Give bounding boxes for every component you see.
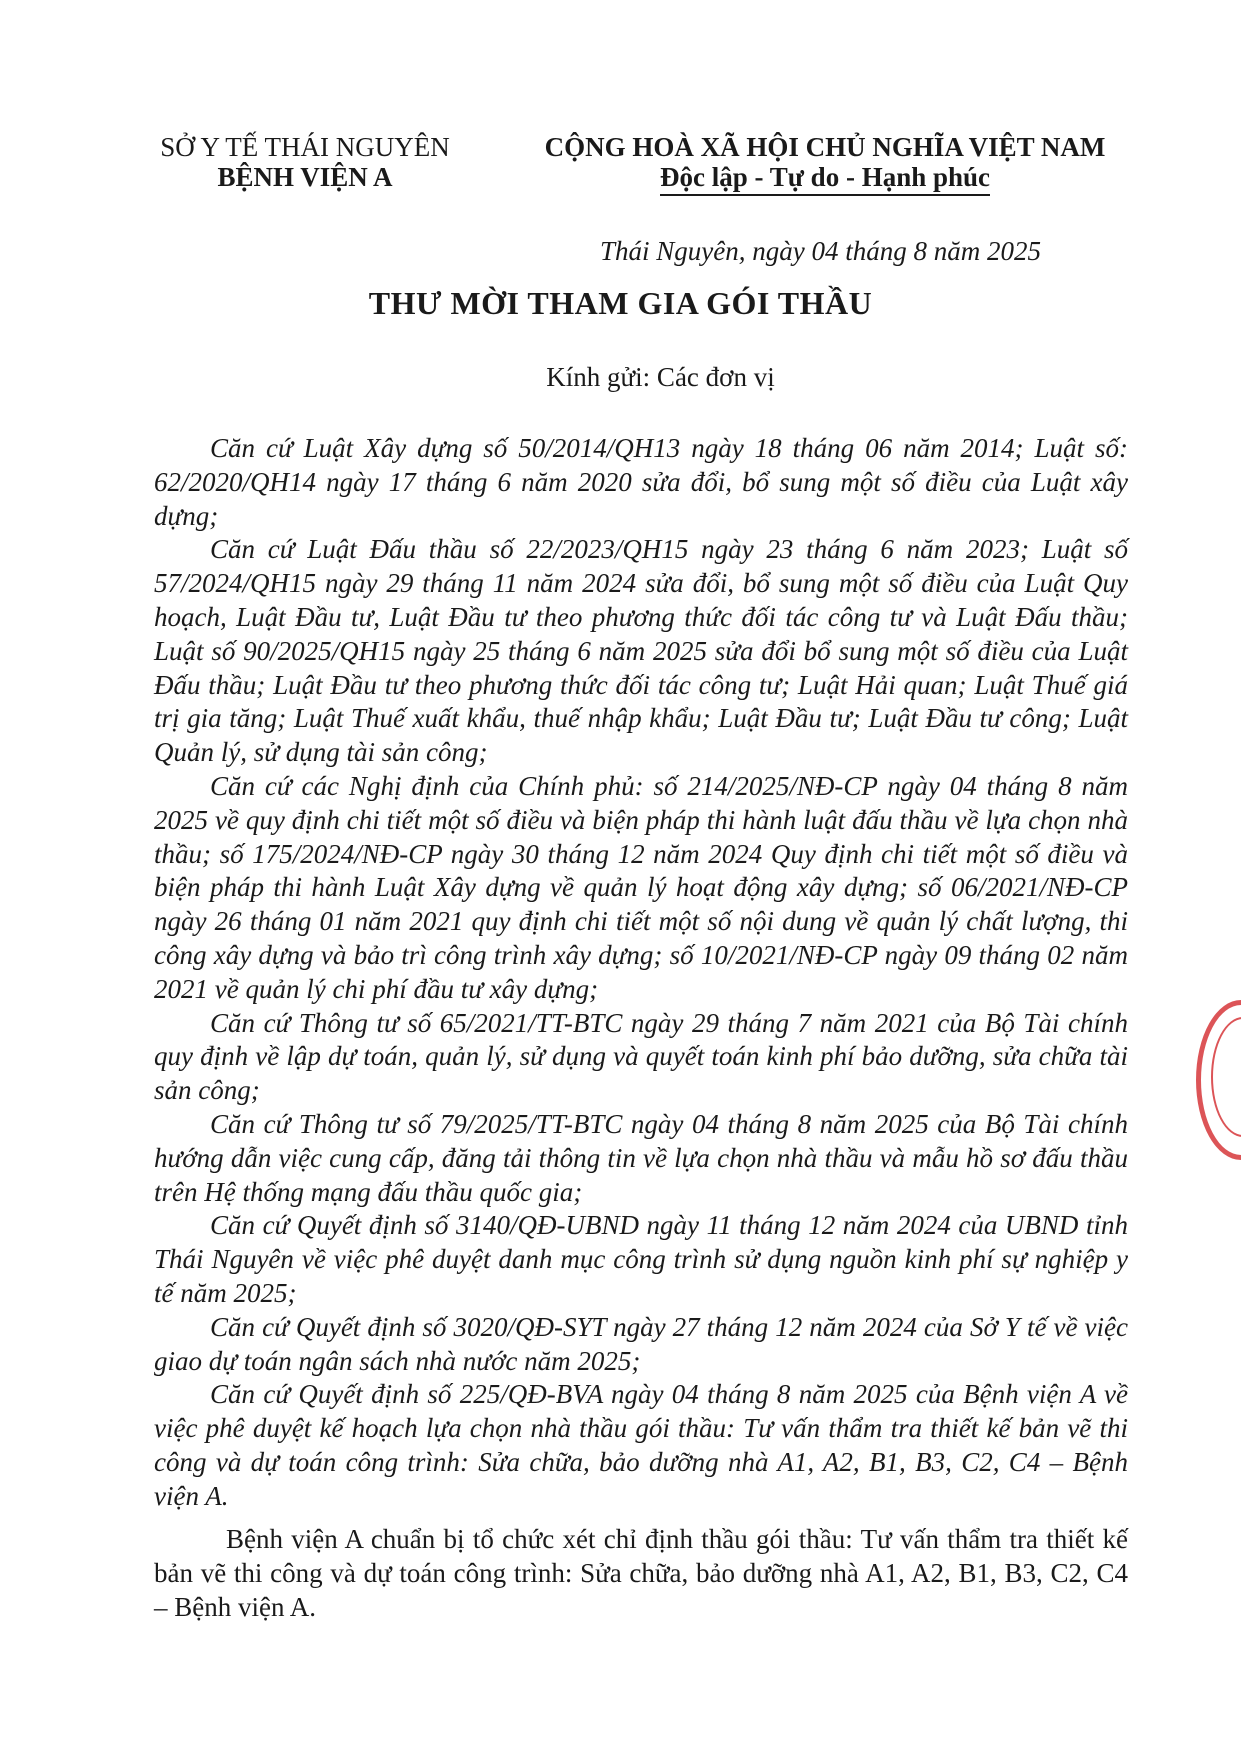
basis-paragraph: Căn cứ Luật Xây dựng số 50/2014/QH13 ngày 18 tháng 06 năm 2014; Luật số: 62/2020/QH14 ngày 17 tháng 6 năm 2020 sửa đổi, bổ sung một số điều của Luật xây dựng; xyxy=(154,433,1128,531)
basis-paragraph: Căn cứ Luật Đấu thầu số 22/2023/QH15 ngày 23 tháng 6 năm 2023; Luật số 57/2024/QH15 ngày 29 tháng 11 năm 2024 sửa đổi, bổ sung một số điều của Luật Quy hoạch, Luật Đầu tư, Luật Đầu tư theo phương thức đối tác công tư và Luật Đấu thầu; Luật số 90/2025/QH15 ngày 25 tháng 6 năm 2025 sửa đổi bổ sung một số điều của Luật Đấu thầu; Luật Đầu tư theo phương thức đối tác công tư; Luật Hải quan; Luật Thuế giá trị gia tăng; Luật Thuế xuất khẩu, thuế nhập khẩu; Luật Đầu tư; Luật Đầu tư công; Luật Quản lý, sử dụng tài sản công; xyxy=(154,534,1128,768)
issuer-block xyxy=(150,132,460,192)
basis-paragraph: Căn cứ Thông tư số 65/2021/TT-BTC ngày 29 tháng 7 năm 2021 của Bộ Tài chính quy định về lập dự toán, quản lý, sử dụng và quyết toán kinh phí bảo dưỡng, sửa chữa tài sản công; xyxy=(154,1007,1128,1106)
motto-text: Độc lập - Tự do - Hạnh phúc xyxy=(660,162,990,196)
basis-paragraph: Căn cứ các Nghị định của Chính phủ: số 214/2025/NĐ-CP ngày 04 tháng 8 năm 2025 về quy định chi tiết một số điều và biện pháp thi hành luật đấu thầu về lựa chọn nhà thầu; số 175/2024/NĐ-CP ngày 30 tháng 12 năm 2024 Quy định chi tiết một số điều và biện pháp thi hành Luật Xây dựng về quản lý hoạt động xây dựng; số 06/2021/NĐ-CP ngày 26 tháng 01 năm 2021 quy định chi tiết một số nội dung về quản lý chất lượng, thi công xây dựng và bảo trì công trình xây dựng; số 10/2021/NĐ-CP ngày 09 tháng 02 năm 2021 về quản lý chi phí đầu tư xây dựng; xyxy=(154,770,1128,1004)
basis-paragraph: Căn cứ Thông tư số 79/2025/TT-BTC ngày 04 tháng 8 năm 2025 của Bộ Tài chính hướng dẫn việc cung cấp, đăng tải thông tin về lựa chọn nhà thầu và mẫu hồ sơ đấu thầu trên Hệ thống mạng đấu thầu quốc gia; xyxy=(154,1108,1128,1207)
closing-paragraph: Bệnh viện A chuẩn bị tổ chức xét chỉ định thầu gói thầu: Tư vấn thẩm tra thiết kế bản vẽ thi công và dự toán công trình: Sửa chữa, bảo dưỡng nhà A1, A2, B1, B3, C2, C4 – Bệnh viện A. xyxy=(154,1523,1128,1622)
national-motto xyxy=(520,162,1130,192)
issuer-unit: BỆNH VIỆN A xyxy=(217,162,393,192)
recipient-line: Kính gửi: Các đơn vị xyxy=(546,362,775,392)
legal-basis-list xyxy=(154,432,1128,1514)
basis-paragraph: Căn cứ Quyết định số 225/QĐ-BVA ngày 04 tháng 8 năm 2025 của Bệnh viện A về việc phê duyệt kế hoạch lựa chọn nhà thầu gói thầu: Tư vấn thẩm tra thiết kế bản vẽ thi công và dự toán công trình: Sửa chữa, bảo dưỡng nhà A1, A2, B1, B3, C2, C4 – Bệnh viện A. xyxy=(154,1379,1128,1511)
basis-paragraph: Căn cứ Quyết định số 3140/QĐ-UBND ngày 11 tháng 12 năm 2024 của UBND tỉnh Thái Nguyên về việc phê duyệt danh mục công trình sử dụng nguồn kinh phí sự nghiệp y tế năm 2025; xyxy=(154,1210,1128,1308)
issuer-org: SỞ Y TẾ THÁI NGUYÊN xyxy=(160,132,450,162)
document-body xyxy=(154,432,1128,1624)
document-title: THƯ MỜI THAM GIA GÓI THẦU xyxy=(368,285,873,321)
red-seal-stamp xyxy=(1196,1000,1241,1160)
date-line: Thái Nguyên, ngày 04 tháng 8 năm 2025 xyxy=(600,236,1041,266)
basis-paragraph: Căn cứ Quyết định số 3020/QĐ-SYT ngày 27 tháng 12 năm 2024 của Sở Y tế về việc giao dự toán ngân sách nhà nước năm 2025; xyxy=(154,1311,1128,1376)
national-header xyxy=(520,132,1130,192)
nation-name: CỘNG HOÀ XÃ HỘI CHỦ NGHĨA VIỆT NAM xyxy=(544,132,1106,162)
